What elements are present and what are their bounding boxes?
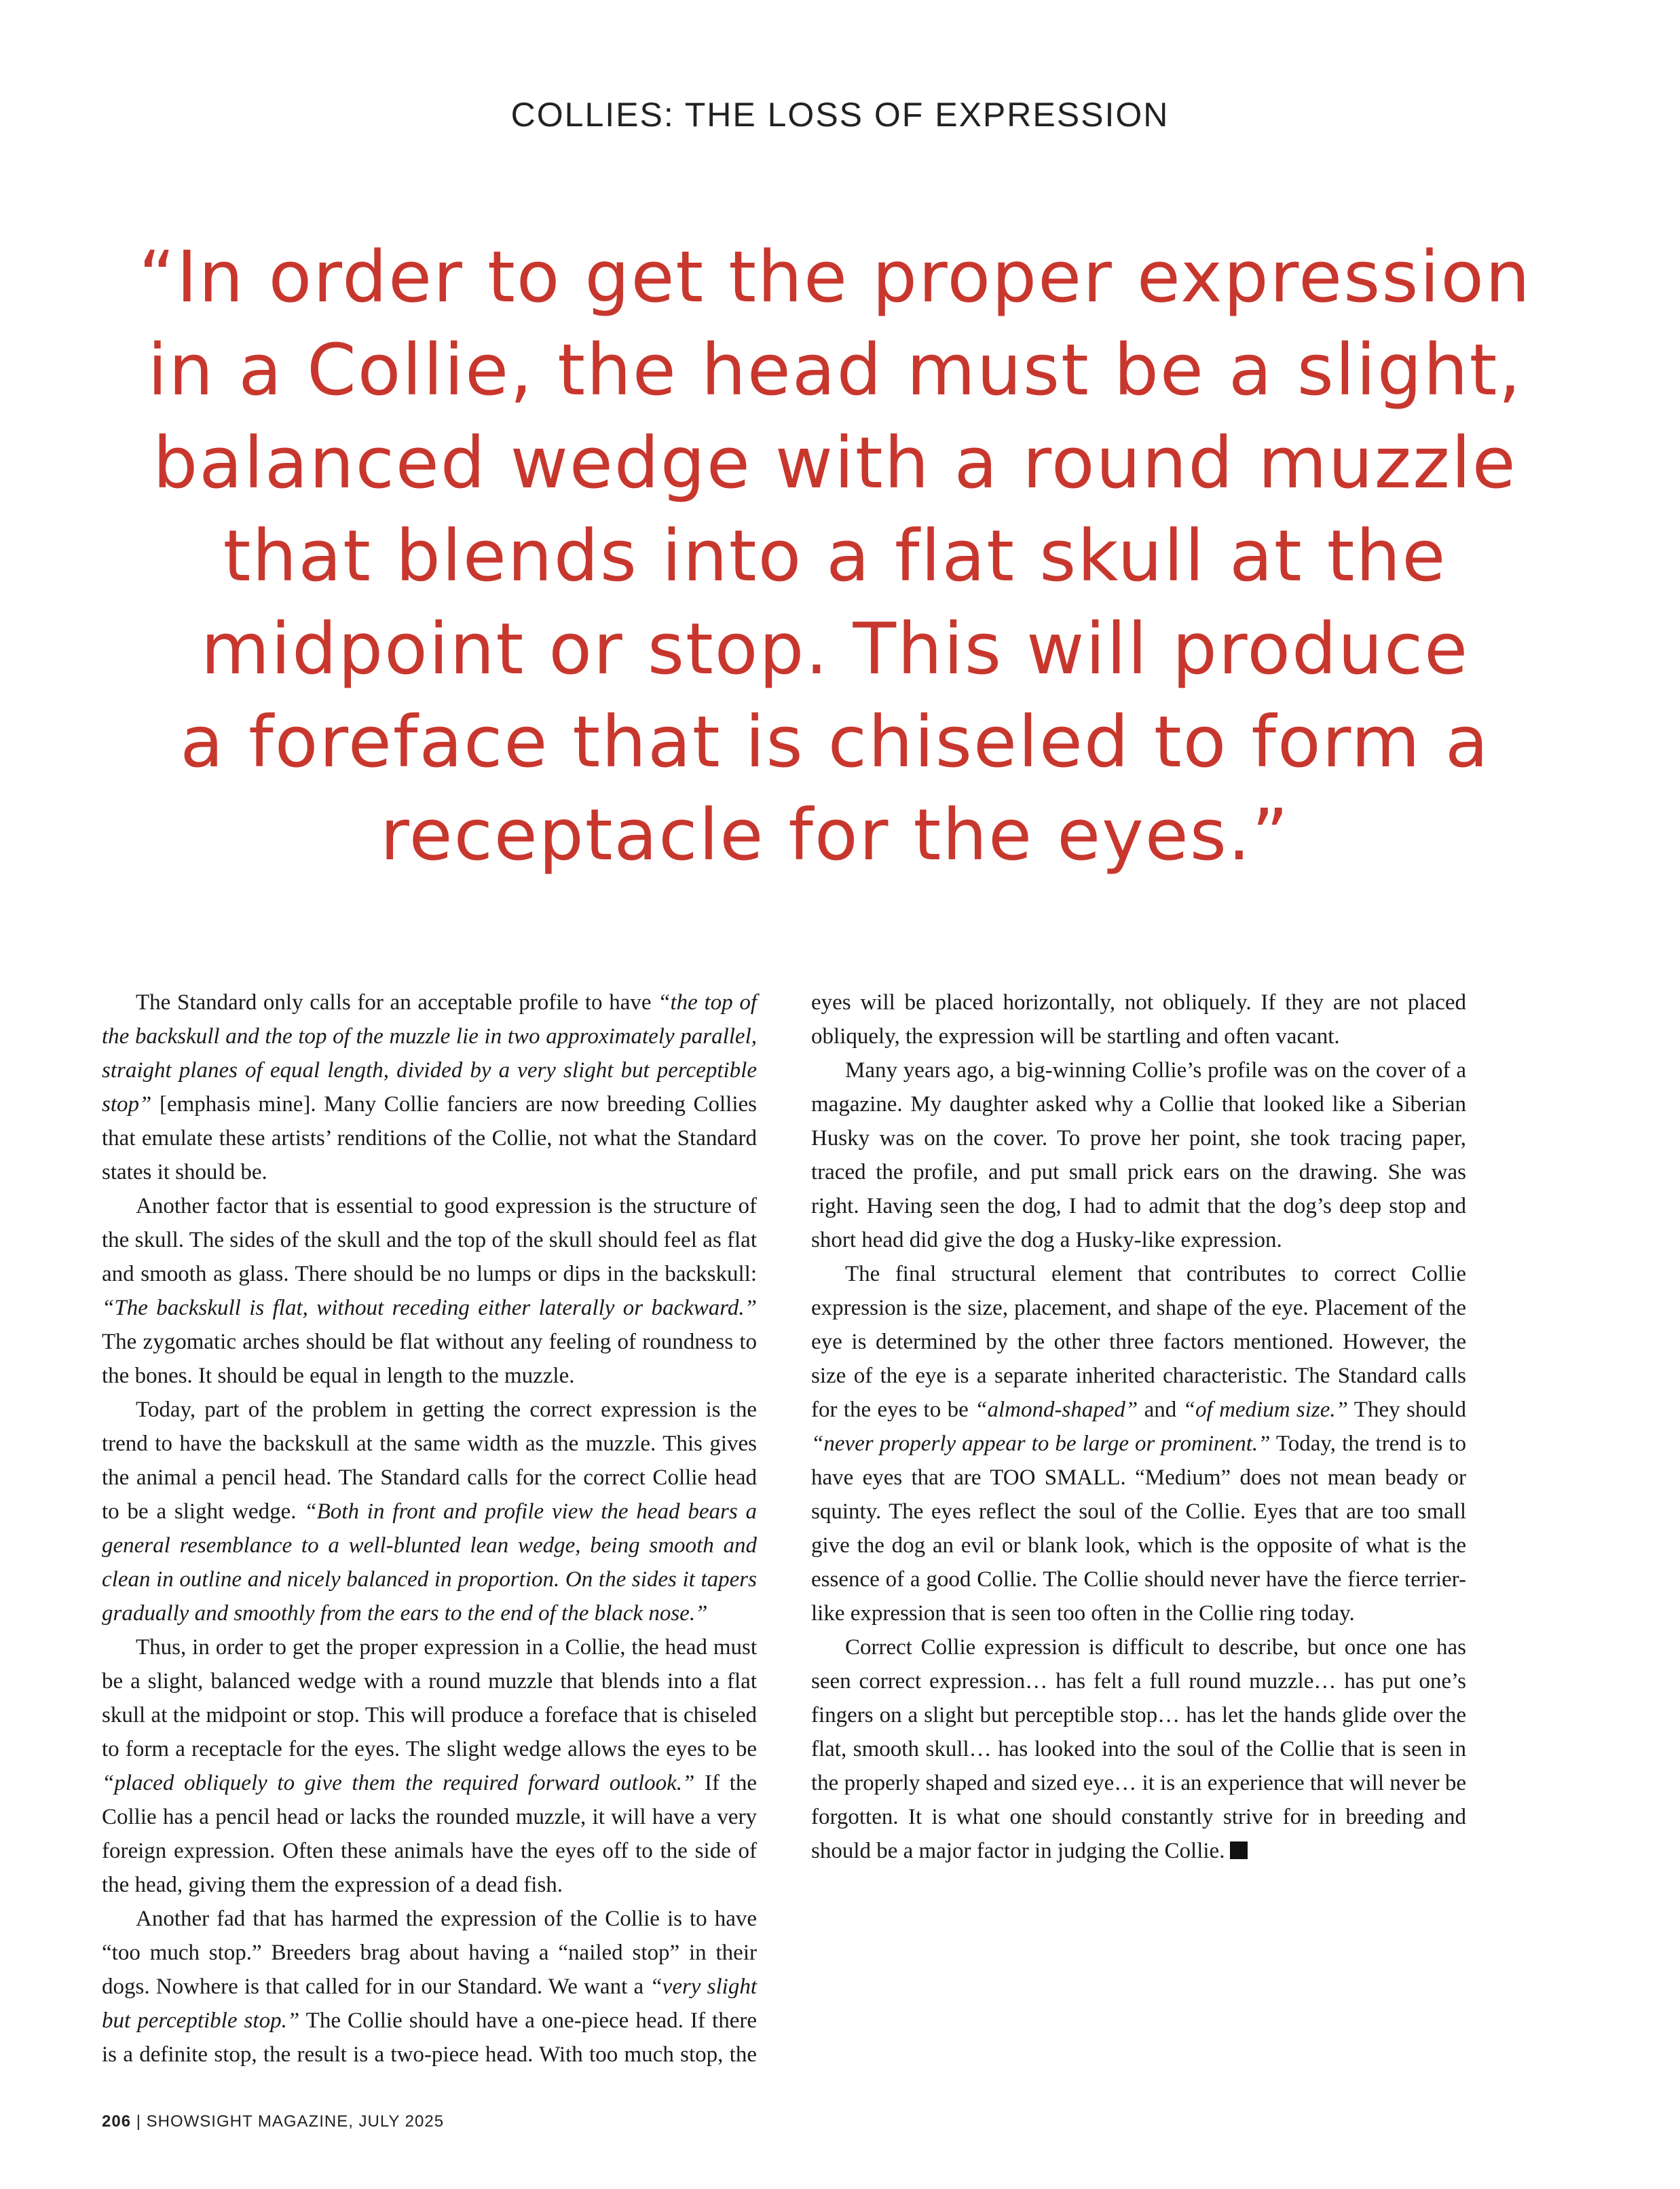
paragraph-text: Today, part of the problem in getting the correct expression is the trend to have the backskull at the same width as the muzzle. This gives the animal a pencil head. The Standard calls for the correct Collie head to be a slight wedge.: [102, 1398, 757, 1524]
pull-quote-line: that blends into a flat skull at the: [223, 514, 1447, 597]
pull-quote-line: receptacle for the eyes.”: [380, 793, 1290, 876]
paragraph-text: Another fad that has harmed the expression of the Collie is to have “too much stop.” Breeders brag about having a “nailed stop” in their dogs. Nowhere is that called for in our Standard. We want a: [102, 1907, 757, 1999]
paragraph-text: The Standard only calls for an acceptable profile to have: [136, 990, 658, 1015]
end-of-article-square-icon: [1230, 1841, 1248, 1859]
article-paragraph: [811, 1630, 1466, 1868]
pull-quote-line: balanced wedge with a round muzzle: [153, 422, 1517, 504]
paragraph-text: Thus, in order to get the proper expression in a Collie, the head must be a slight, balanced wedge with a round muzzle that blends into a flat skull at the midpoint or stop. This will produce a foreface that is chiseled to form a receptacle for the eyes. The slight wedge allows the eyes to be: [102, 1635, 757, 1761]
paragraph-text: They should: [1348, 1398, 1466, 1422]
page-number: 206: [102, 2112, 132, 2131]
footer-separator: |: [131, 2112, 147, 2131]
paragraph-text: If the Collie has a pencil head or lacks the rounded muzzle, it will have a very foreign expression. Often these animals have the eyes off to the side of the head, giving them the expression of a dead fish.: [102, 1771, 757, 1897]
paragraph-text: Many years ago, a big-winning Collie’s profile was on the cover of a magazine. My daughter asked why a Collie that looked like a Siberian Husky was on the cover. To prove her point, she took tracing paper, traced the profile, and put small prick ears on the drawing. She was right. Having seen the dog, I had to admit that the dog’s deep stop and short head did give the dog a Husky-like expression.: [811, 1058, 1466, 1252]
paragraph-text: Today, the trend is to have eyes that are TOO SMALL. “Medium” does not mean beady or squinty. The eyes reflect the soul of the Collie. Eyes that are too small give the dog an evil or blank look, which is the opposite of what is the essence of a good Collie. The Collie should never have the fierce terrier-like expression that is seen too often in the Collie ring today.: [811, 1432, 1466, 1626]
pull-quote-line: “In order to get the proper expression: [138, 236, 1531, 318]
standard-quote: “Both in front and profile view the head bears a general resemblance to a well-blunted lean wedge, being smooth and clean in outline and nicely balanced in proportion. On the sides it tapers gradually and smoothly from the ears to the end of the black nose.”: [102, 1499, 758, 1626]
standard-quote: “the top of the backskull and the top of the muzzle lie in two approximately parallel, straight planes of equal length, divided by a very slight but perceptible stop”: [102, 990, 757, 1117]
article-paragraph: [102, 1393, 757, 1630]
paragraph-text: The zygomatic arches should be flat without any feeling of roundness to the bones. It should be equal in length to the muzzle.: [102, 1330, 757, 1388]
paragraph-text: Another factor that is essential to good expression is the structure of the skull. The sides of the skull and the top of the skull should feel as flat and smooth as glass. There should be no lumps or dips in the backskull:: [102, 1194, 757, 1286]
standard-quote: “never properly appear to be large or prominent.”: [811, 1432, 1271, 1456]
article-paragraph: [811, 1257, 1466, 1630]
article-paragraph: [811, 1053, 1466, 1257]
pull-quote-line: midpoint or stop. This will produce: [200, 607, 1470, 690]
standard-quote: “very slight but perceptible stop.”: [102, 1975, 758, 2033]
pull-quote-line: a foreface that is chiseled to form a: [180, 700, 1490, 783]
paragraph-text: Correct Collie expression is difficult to describe, but once one has seen correct expression… has felt a full round muzzle… has put one’s fingers on a slight but perceptible stop… has let the hands glide over the flat, smooth skull… has looked into the soul of the Collie that is seen in the properly shaped and sized eye… it is an experience that will never be forgotten. It is what one should constantly strive for in breeding and should be a major factor in judging the Collie.: [811, 1635, 1466, 1863]
standard-quote: “The backskull is flat, without receding either laterally or backward.”: [102, 1296, 757, 1320]
article-paragraph: [102, 1630, 757, 1902]
standard-quote: “almond-shaped”: [975, 1398, 1138, 1422]
article-body: [102, 986, 1466, 2072]
paragraph-text: [emphasis mine]. Many Collie fanciers are now breeding Collies that emulate these artists’ renditions of the Collie, not what the Standard states it should be.: [102, 1092, 757, 1184]
pull-quote-line: in a Collie, the head must be a slight,: [147, 329, 1523, 411]
paragraph-text: The Collie should have a one-piece head. If there is a definite stop, the result is a two-piece head. With too much stop, the eyes will be placed horizontally, not obliquely. If they are not placed obliquely, the expression will be startling and often vacant.: [102, 990, 1466, 2067]
paragraph-text: The final structural element that contributes to correct Collie expression is the size, placement, and shape of the eye. Placement of the eye is determined by the other three factors mentioned. However, the size of the eye is a separate inherited characteristic. The Standard calls for the eyes to be: [811, 1262, 1466, 1422]
pull-quote: [102, 231, 1568, 882]
publication-name: SHOWSIGHT MAGAZINE, JULY 2025: [146, 2112, 445, 2131]
page-footer: [102, 2112, 444, 2131]
standard-quote: “placed obliquely to give them the required forward outlook.”: [102, 1771, 695, 1795]
running-header: COLLIES: THE LOSS OF EXPRESSION: [510, 96, 1170, 134]
article-paragraph: [102, 1189, 757, 1393]
standard-quote: “of medium size.”: [1182, 1398, 1349, 1422]
paragraph-text: and: [1138, 1398, 1183, 1422]
article-paragraph: [102, 986, 757, 1189]
